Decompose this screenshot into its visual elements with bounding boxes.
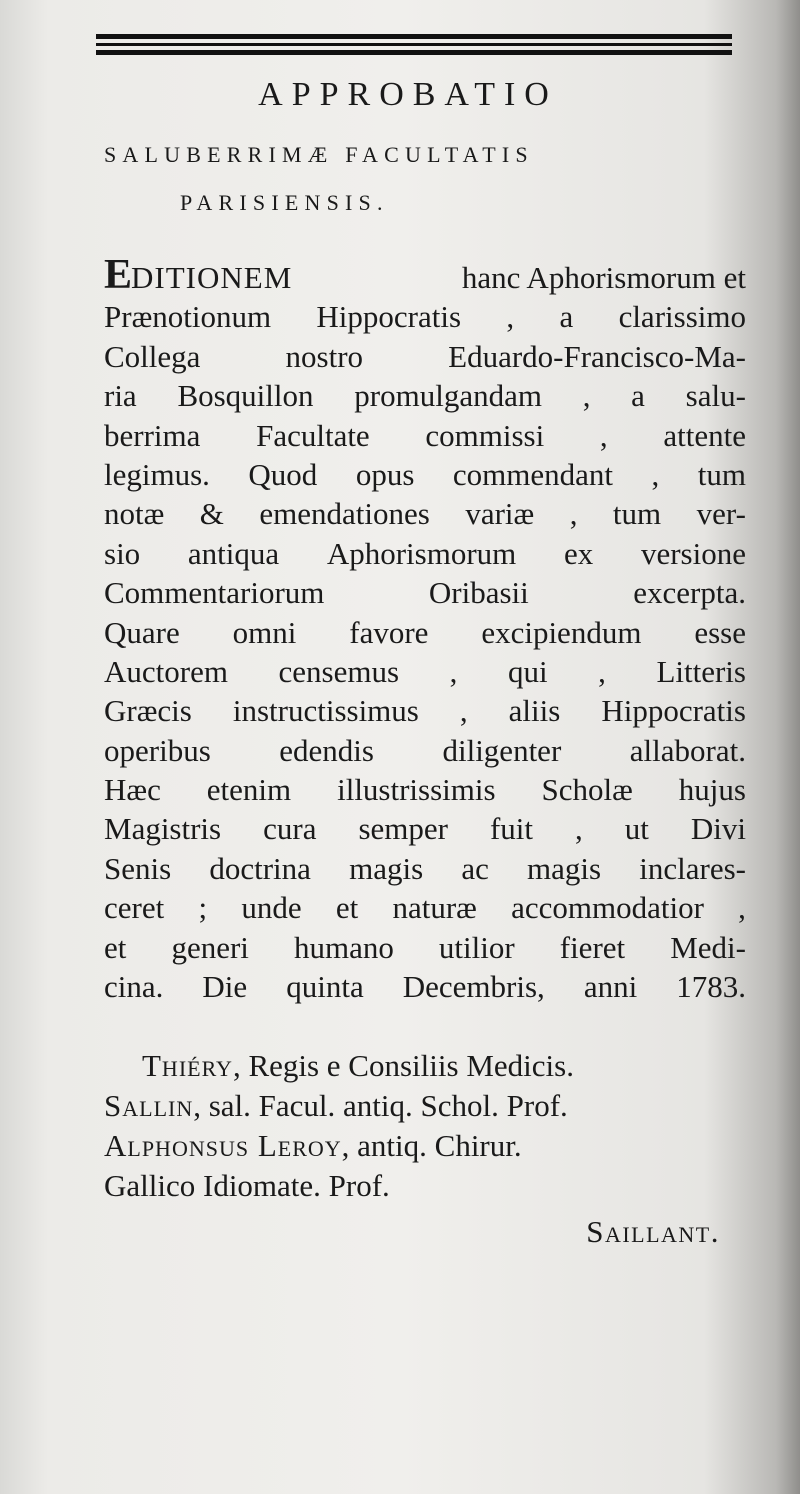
body-word: edendis <box>279 732 374 768</box>
signatures-block <box>104 1046 754 1252</box>
body-word: Medi- <box>670 929 746 965</box>
body-word: magis <box>527 850 602 886</box>
body-word: opus <box>355 456 415 492</box>
body-word: Die <box>202 969 248 1005</box>
body-word: , <box>598 653 606 689</box>
body-word: legimus. <box>104 456 210 492</box>
signature-name: Thiéry <box>142 1048 233 1083</box>
body-word: commissi <box>425 417 545 453</box>
body-word: excerpta. <box>633 575 746 611</box>
body-word: ex <box>563 535 594 571</box>
body-line <box>104 967 746 1006</box>
body-word: humano <box>293 929 394 965</box>
body-word: Quod <box>248 456 318 492</box>
body-word: censemus <box>278 653 400 689</box>
body-word: Decembris, <box>402 969 545 1005</box>
body-word: , <box>738 890 746 926</box>
body-word: Hæc <box>104 772 161 808</box>
body-word: Facultate <box>256 417 370 453</box>
signature-title: , Regis e Consiliis Medicis. <box>232 1048 574 1083</box>
body-word: Commentariorum <box>104 575 325 611</box>
page-title: APPROBATIO <box>258 76 558 113</box>
body-word: Aphorismorum <box>326 535 517 571</box>
body-word: Prænotionum <box>104 299 272 335</box>
body-word: Senis <box>104 850 172 886</box>
body-line <box>104 494 746 533</box>
body-line <box>104 455 746 494</box>
body-word: Hippocratis <box>601 693 746 729</box>
body-word: accommodatior <box>511 890 704 926</box>
body-line <box>104 888 746 927</box>
first-word: DITIONEM <box>131 260 293 295</box>
body-word: cina. <box>104 969 164 1005</box>
body-word: promulgandam <box>354 378 542 414</box>
body-word: utilior <box>438 929 515 965</box>
body-line <box>104 573 746 612</box>
body-word: operibus <box>104 732 211 768</box>
body-word: berrima <box>104 417 201 453</box>
body-word: attente <box>663 417 746 453</box>
body-word: , <box>569 496 578 532</box>
body-word: quinta <box>286 969 364 1005</box>
body-line <box>104 613 746 652</box>
body-line <box>104 652 746 691</box>
signature-name: Alphonsus Leroy <box>104 1128 342 1163</box>
body-word: Quare <box>104 614 180 650</box>
body-word: Litteris <box>656 653 746 689</box>
body-word: inclares- <box>639 850 746 886</box>
body-word: Eduardo-Francisco-Ma- <box>448 338 746 374</box>
body-word: naturæ <box>392 890 477 926</box>
body-word: semper <box>358 811 448 847</box>
body-word: hujus <box>678 772 746 808</box>
signature-alphonsus-continued: Gallico Idiomate. Prof. <box>104 1168 390 1203</box>
body-word: tum <box>697 456 746 492</box>
body-word: et <box>335 890 359 926</box>
body-word: , <box>575 811 583 847</box>
body-line <box>104 534 746 573</box>
signature-saillant: Saillant. <box>586 1214 720 1249</box>
body-line-text: hanc Aphorismorum et <box>461 260 746 295</box>
body-word: et <box>104 929 127 965</box>
body-word: fieret <box>559 929 626 965</box>
body-line <box>104 849 746 888</box>
body-word: nostro <box>285 338 364 374</box>
body-word: a <box>559 299 574 335</box>
signature-sallin <box>104 1086 754 1126</box>
body-word: aliis <box>508 693 561 729</box>
body-line <box>104 731 746 770</box>
signature-title: , sal. Facul. antiq. Schol. Prof. <box>193 1088 568 1123</box>
signature-thiery <box>104 1046 754 1086</box>
body-line <box>104 809 746 848</box>
body-word: Collega <box>104 338 201 374</box>
body-word: etenim <box>206 772 292 808</box>
body-line <box>104 252 746 298</box>
body-line <box>104 376 746 415</box>
body-word: anni <box>583 969 638 1005</box>
body-word: , <box>449 653 458 689</box>
body-word: , <box>599 417 608 453</box>
body-word: ; <box>198 890 208 926</box>
body-word: salu- <box>685 378 746 414</box>
signature-name: Sallin <box>104 1088 194 1123</box>
body-word: commendant <box>452 456 614 492</box>
body-word: Bosquillon <box>177 378 314 414</box>
body-word: ac <box>461 850 489 886</box>
body-word: excipiendum <box>481 614 642 650</box>
drop-initial: E <box>104 252 132 298</box>
body-word: ceret <box>104 890 165 926</box>
body-word: Græcis <box>104 693 192 729</box>
body-word: ut <box>624 811 649 847</box>
body-word: favore <box>349 614 429 650</box>
header-rule-bottom <box>96 50 732 55</box>
body-word: 1783. <box>676 969 746 1005</box>
body-word: Auctorem <box>104 653 228 689</box>
body-line <box>104 416 746 455</box>
body-word: instructissimus <box>232 693 419 729</box>
body-word: notæ <box>104 496 165 532</box>
body-word: ver- <box>696 496 746 532</box>
body-word: diligenter <box>442 732 562 768</box>
body-word: magis <box>349 850 424 886</box>
signature-title: , antiq. Chirur. <box>341 1128 522 1163</box>
body-word: allaborat. <box>629 732 746 768</box>
page-subtitle-line2: PARISIENSIS. <box>180 190 389 215</box>
body-word: , <box>459 693 468 729</box>
header-rule-middle <box>96 43 732 46</box>
body-line <box>104 297 746 336</box>
body-word: antiqua <box>187 535 280 571</box>
body-word: generi <box>171 929 249 965</box>
body-word: , <box>582 378 591 414</box>
body-line <box>104 337 746 376</box>
body-word: clarissimo <box>618 299 746 335</box>
body-line <box>104 928 746 967</box>
body-line <box>104 691 746 730</box>
body-word: cura <box>263 811 317 847</box>
body-word: ria <box>104 378 137 414</box>
header-rule-top <box>96 34 732 39</box>
body-word: omni <box>232 614 297 650</box>
body-word: tum <box>612 496 662 532</box>
body-word: Oribasii <box>428 575 529 611</box>
body-word: , <box>506 299 515 335</box>
body-word: Divi <box>690 811 746 847</box>
body-text <box>104 252 746 1006</box>
body-word: unde <box>241 890 302 926</box>
body-word: & <box>199 496 224 532</box>
body-word: Hippocratis <box>316 299 462 335</box>
body-word: Magistris <box>104 811 222 847</box>
body-word: versione <box>640 535 746 571</box>
body-line <box>104 770 746 809</box>
body-word: a <box>631 378 645 414</box>
page-subtitle-line1: SALUBERRIMÆ FACULTATIS <box>104 142 534 167</box>
body-word: variæ <box>465 496 535 532</box>
body-word: Scholæ <box>541 772 633 808</box>
body-word: qui <box>507 653 548 689</box>
body-word: emendationes <box>259 496 430 532</box>
body-word: esse <box>694 614 746 650</box>
body-word: fuit <box>489 811 534 847</box>
body-word: sio <box>104 535 141 571</box>
signature-alphonsus <box>104 1126 754 1166</box>
body-word: illustrissimis <box>337 772 496 808</box>
body-word: doctrina <box>209 850 311 886</box>
body-word: , <box>651 456 660 492</box>
